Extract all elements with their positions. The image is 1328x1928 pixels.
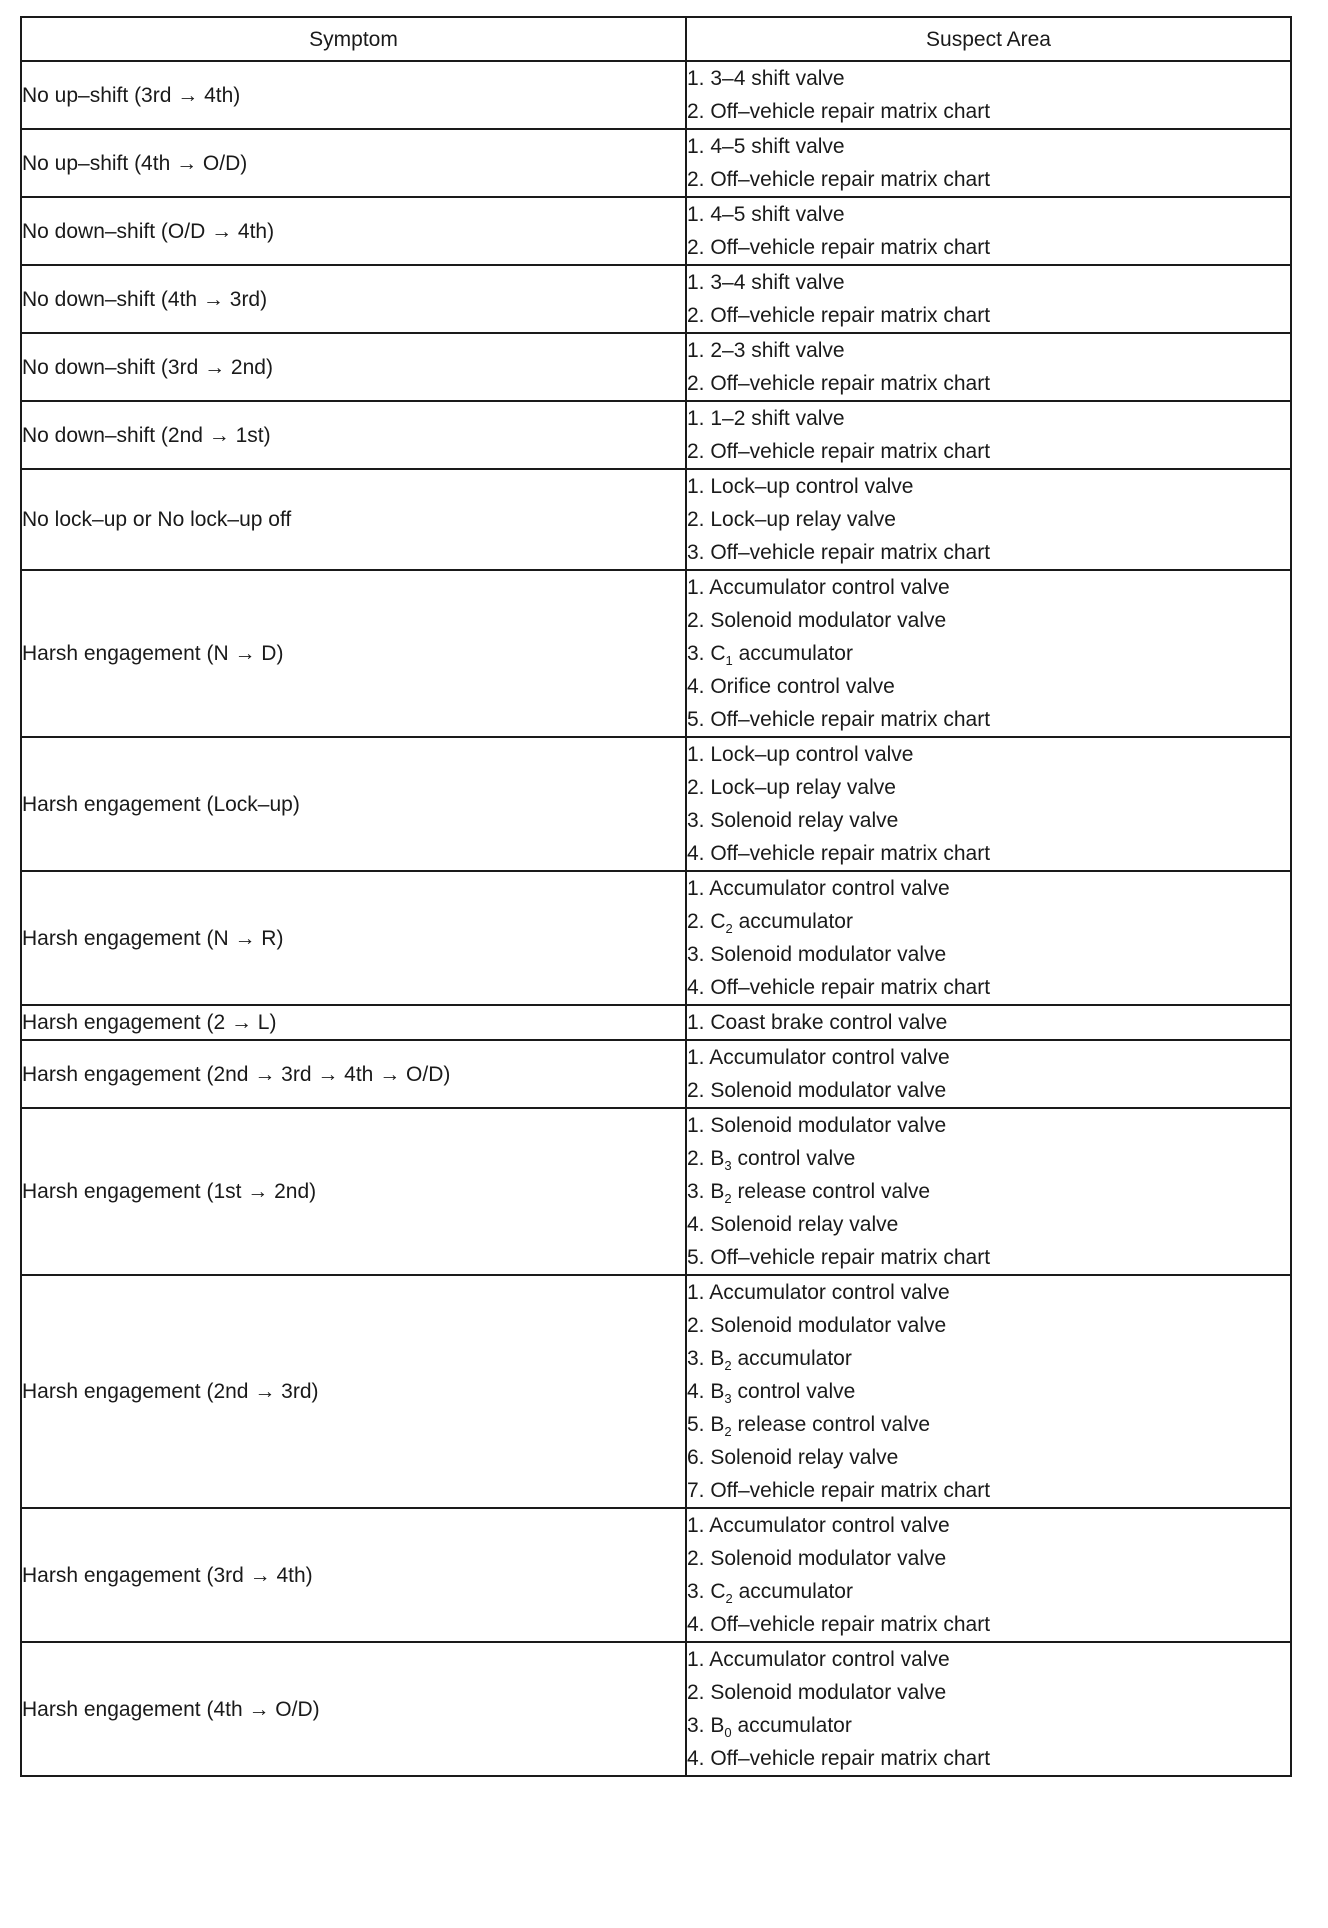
table-row [21, 197, 1291, 265]
suspect-area-cell [686, 469, 1291, 570]
table-row [21, 1642, 1291, 1776]
suspect-area-cell [686, 61, 1291, 129]
suspect-item: 5. Off–vehicle repair matrix chart [687, 708, 991, 731]
suspect-item: 4. Off–vehicle repair matrix chart [687, 976, 991, 999]
symptom-cell: No down–shift (3rd → 2nd) [21, 333, 686, 401]
suspect-item: 3. $C_1$ accumulator [687, 642, 853, 669]
suspect-area-cell [686, 265, 1291, 333]
symptom-cell: Harsh engagement (Lock–up) [21, 737, 686, 871]
suspect-item: 4. Off–vehicle repair matrix chart [687, 842, 991, 865]
suspect-area-cell [686, 129, 1291, 197]
suspect-area-cell [686, 333, 1291, 401]
table-row [21, 265, 1291, 333]
table-row [21, 1005, 1291, 1040]
suspect-area-cell [686, 570, 1291, 737]
suspect-item: 2. Off–vehicle repair matrix chart [687, 236, 991, 259]
symptom-suspect-table [20, 16, 1292, 1777]
symptom-cell: Harsh engagement (N → R) [21, 871, 686, 1005]
suspect-area-cell [686, 1040, 1291, 1108]
suspect-item: 1. Lock–up control valve [687, 743, 914, 766]
suspect-item: 1. Accumulator control valve [687, 877, 950, 900]
symptom-cell: Harsh engagement (2nd → 3rd → 4th → O/D) [21, 1040, 686, 1108]
suspect-item: 2. $B_3$ control valve [687, 1147, 856, 1174]
suspect-item: 2. Lock–up relay valve [687, 776, 896, 799]
suspect-item: 2. Solenoid modulator valve [687, 609, 947, 632]
suspect-item: 1. Solenoid modulator valve [687, 1114, 947, 1137]
suspect-item: 4. Off–vehicle repair matrix chart [687, 1613, 991, 1636]
suspect-area-cell [686, 1005, 1291, 1040]
table-row [21, 333, 1291, 401]
symptom-cell: Harsh engagement (4th → O/D) [21, 1642, 686, 1776]
suspect-item: 1. 4–5 shift valve [687, 135, 845, 158]
suspect-item: 1. Accumulator control valve [687, 1046, 950, 1069]
symptom-cell: No lock–up or No lock–up off [21, 469, 686, 570]
symptom-cell: Harsh engagement (1st → 2nd) [21, 1108, 686, 1275]
table-row [21, 469, 1291, 570]
table-row [21, 1508, 1291, 1642]
suspect-item: 1. 4–5 shift valve [687, 203, 845, 226]
suspect-item: 1. 3–4 shift valve [687, 271, 845, 294]
suspect-area-cell [686, 1642, 1291, 1776]
symptom-cell: Harsh engagement (N → D) [21, 570, 686, 737]
table-row [21, 401, 1291, 469]
suspect-item: 1. Accumulator control valve [687, 576, 950, 599]
suspect-item: 3. Solenoid relay valve [687, 809, 899, 832]
table-row [21, 129, 1291, 197]
suspect-item: 4. Orifice control valve [687, 675, 895, 698]
table-row [21, 1275, 1291, 1508]
suspect-item: 2. Off–vehicle repair matrix chart [687, 440, 991, 463]
symptom-cell: Harsh engagement (2 → L) [21, 1005, 686, 1040]
suspect-item: 3. $B_2$ release control valve [687, 1180, 931, 1207]
suspect-item: 2. Off–vehicle repair matrix chart [687, 304, 991, 327]
symptom-cell: No up–shift (3rd → 4th) [21, 61, 686, 129]
header-suspect-area: Suspect Area [686, 17, 1291, 61]
suspect-area-cell [686, 197, 1291, 265]
suspect-area-cell [686, 1508, 1291, 1642]
document-page [20, 16, 1290, 1777]
suspect-item: 1. 2–3 shift valve [687, 339, 845, 362]
table-row [21, 1108, 1291, 1275]
header-row [21, 17, 1291, 61]
suspect-item: 1. Coast brake control valve [687, 1011, 948, 1034]
suspect-item: 2. $C_2$ accumulator [687, 910, 853, 937]
symptom-cell: No up–shift (4th → O/D) [21, 129, 686, 197]
suspect-item: 5. $B_2$ release control valve [687, 1413, 931, 1440]
suspect-item: 1. Lock–up control valve [687, 475, 914, 498]
symptom-cell: No down–shift (O/D → 4th) [21, 197, 686, 265]
suspect-item: 2. Off–vehicle repair matrix chart [687, 168, 991, 191]
suspect-item: 6. Solenoid relay valve [687, 1446, 899, 1469]
table-row [21, 871, 1291, 1005]
table-body [21, 61, 1291, 1776]
symptom-cell: Harsh engagement (3rd → 4th) [21, 1508, 686, 1642]
table-row [21, 737, 1291, 871]
suspect-item: 4. $B_3$ control valve [687, 1380, 856, 1407]
suspect-area-cell [686, 871, 1291, 1005]
suspect-item: 3. Off–vehicle repair matrix chart [687, 541, 991, 564]
suspect-item: 3. $B_0$ accumulator [687, 1714, 852, 1741]
suspect-item: 4. Solenoid relay valve [687, 1213, 899, 1236]
suspect-item: 1. Accumulator control valve [687, 1648, 950, 1671]
suspect-item: 1. Accumulator control valve [687, 1281, 950, 1304]
suspect-item: 2. Solenoid modulator valve [687, 1547, 947, 1570]
symptom-cell: No down–shift (4th → 3rd) [21, 265, 686, 333]
suspect-item: 3. $B_2$ accumulator [687, 1347, 852, 1374]
suspect-item: 7. Off–vehicle repair matrix chart [687, 1479, 991, 1502]
suspect-area-cell [686, 1275, 1291, 1508]
symptom-cell: Harsh engagement (2nd → 3rd) [21, 1275, 686, 1508]
suspect-item: 2. Solenoid modulator valve [687, 1079, 947, 1102]
symptom-cell: No down–shift (2nd → 1st) [21, 401, 686, 469]
suspect-item: 3. $C_2$ accumulator [687, 1580, 853, 1607]
table-row [21, 61, 1291, 129]
table-row [21, 570, 1291, 737]
suspect-item: 3. Solenoid modulator valve [687, 943, 947, 966]
table-row [21, 1040, 1291, 1108]
suspect-area-cell [686, 737, 1291, 871]
suspect-item: 4. Off–vehicle repair matrix chart [687, 1747, 991, 1770]
suspect-item: 1. 3–4 shift valve [687, 67, 845, 90]
suspect-area-cell [686, 401, 1291, 469]
suspect-item: 2. Lock–up relay valve [687, 508, 896, 531]
suspect-item: 1. 1–2 shift valve [687, 407, 845, 430]
suspect-item: 1. Accumulator control valve [687, 1514, 950, 1537]
suspect-item: 2. Solenoid modulator valve [687, 1681, 947, 1704]
header-symptom: Symptom [21, 17, 686, 61]
suspect-item: 2. Solenoid modulator valve [687, 1314, 947, 1337]
suspect-area-cell [686, 1108, 1291, 1275]
suspect-item: 2. Off–vehicle repair matrix chart [687, 372, 991, 395]
suspect-item: 5. Off–vehicle repair matrix chart [687, 1246, 991, 1269]
suspect-item: 2. Off–vehicle repair matrix chart [687, 100, 991, 123]
